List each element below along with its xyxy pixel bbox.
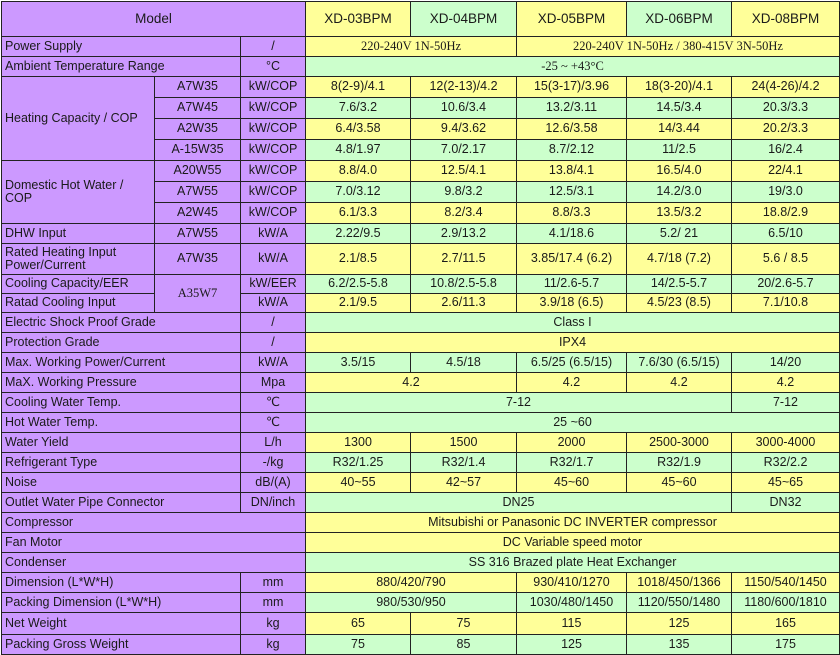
- value-cell: 9.8/3.2: [411, 182, 517, 203]
- value-cell: R32/1.25: [306, 453, 411, 473]
- row-label: Fan Motor: [2, 533, 306, 553]
- value-cell: 7-12: [306, 393, 732, 413]
- value-cell: 12.6/3.58: [517, 119, 627, 140]
- value-cell: 1500: [411, 433, 517, 453]
- value-cell: 14.5/3.4: [627, 98, 732, 119]
- unit-cell: kW/COP: [241, 140, 306, 161]
- value-cell: 15(3-17)/3.96: [517, 77, 627, 98]
- value-cell: 6.2/2.5-5.8: [306, 275, 411, 294]
- value-cell: Class I: [306, 313, 840, 333]
- max-power-row: [2, 353, 840, 373]
- value-cell: 8.7/2.12: [517, 140, 627, 161]
- value-cell: Mitsubishi or Panasonic DC INVERTER compressor: [306, 513, 840, 533]
- gross-weight-row: [2, 635, 840, 655]
- row-label: Electric Shock Proof Grade: [2, 313, 241, 333]
- model-name: XD-03BPM: [306, 2, 411, 37]
- value-cell: R32/1.7: [517, 453, 627, 473]
- model-name: XD-08BPM: [732, 2, 840, 37]
- value-cell: DN25: [306, 493, 732, 513]
- water-yield-row: [2, 433, 840, 453]
- value-cell: 4.2: [517, 373, 627, 393]
- max-pressure-row: [2, 373, 840, 393]
- condition-cell: A35W7: [155, 275, 241, 313]
- value-cell: 2.1/9.5: [306, 294, 411, 313]
- unit-cell: -/kg: [241, 453, 306, 473]
- value-cell: 12.5/3.1: [517, 182, 627, 203]
- value-cell: 1180/600/1810: [732, 593, 840, 613]
- value-cell: 2500-3000: [627, 433, 732, 453]
- net-weight-row: [2, 613, 840, 635]
- row-label: Packing Dimension (L*W*H): [2, 593, 241, 613]
- value-cell: 7.0/3.12: [306, 182, 411, 203]
- unit-cell: /: [241, 37, 306, 57]
- value-cell: 18(3-20)/4.1: [627, 77, 732, 98]
- row-label: Ratad Cooling Input: [2, 294, 155, 313]
- value-cell: 980/530/950: [306, 593, 517, 613]
- value-cell: 45~65: [732, 473, 840, 493]
- value-cell: 18.8/2.9: [732, 203, 840, 224]
- unit-cell: /: [241, 313, 306, 333]
- value-cell: R32/1.4: [411, 453, 517, 473]
- value-cell: 75: [411, 613, 517, 635]
- value-cell: 13.8/4.1: [517, 161, 627, 182]
- row-label: Noise: [2, 473, 241, 493]
- value-cell: 40~55: [306, 473, 411, 493]
- value-cell: 22/4.1: [732, 161, 840, 182]
- row-label: Heating Capacity / COP: [2, 77, 155, 161]
- value-cell: R32/1.9: [627, 453, 732, 473]
- row-label: Dimension (L*W*H): [2, 573, 241, 593]
- row-label: Refrigerant Type: [2, 453, 241, 473]
- value-cell: 65: [306, 613, 411, 635]
- unit-cell: kW/COP: [241, 203, 306, 224]
- unit-cell: kg: [241, 635, 306, 655]
- row-label: Max. Working Power/Current: [2, 353, 241, 373]
- unit-cell: kW/A: [241, 353, 306, 373]
- row-label: DHW Input: [2, 224, 155, 244]
- value-cell: 220-240V 1N-50Hz / 380-415V 3N-50Hz: [517, 37, 840, 57]
- value-cell: 42~57: [411, 473, 517, 493]
- value-cell: 1030/480/1450: [517, 593, 627, 613]
- value-cell: 6.5/25 (6.5/15): [517, 353, 627, 373]
- value-cell: 14.2/3.0: [627, 182, 732, 203]
- unit-cell: kW/COP: [241, 77, 306, 98]
- value-cell: 880/420/790: [306, 573, 517, 593]
- condition-cell: A7W55: [155, 182, 241, 203]
- value-cell: 20.3/3.3: [732, 98, 840, 119]
- row-label: Packing Gross Weight: [2, 635, 241, 655]
- unit-cell: ℃: [241, 393, 306, 413]
- unit-cell: kW/COP: [241, 119, 306, 140]
- row-label: Compressor: [2, 513, 306, 533]
- value-cell: 7-12: [732, 393, 840, 413]
- unit-cell: kW/A: [241, 224, 306, 244]
- value-cell: 85: [411, 635, 517, 655]
- value-cell: 19/3.0: [732, 182, 840, 203]
- unit-cell: ℃: [241, 413, 306, 433]
- value-cell: 5.6 / 8.5: [732, 244, 840, 275]
- value-cell: 4.8/1.97: [306, 140, 411, 161]
- row-label: Outlet Water Pipe Connector: [2, 493, 241, 513]
- condition-cell: A-15W35: [155, 140, 241, 161]
- value-cell: 11/2.6-5.7: [517, 275, 627, 294]
- refrigerant-row: [2, 453, 840, 473]
- unit-cell: kW/EER: [241, 275, 306, 294]
- value-cell: 2.1/8.5: [306, 244, 411, 275]
- model-name: XD-06BPM: [627, 2, 732, 37]
- protection-row: [2, 333, 840, 353]
- unit-cell: dB/(A): [241, 473, 306, 493]
- cooling-capacity-row: [2, 275, 840, 294]
- value-cell: 115: [517, 613, 627, 635]
- value-cell: 20/2.6-5.7: [732, 275, 840, 294]
- value-cell: 125: [627, 613, 732, 635]
- unit-cell: kW/COP: [241, 98, 306, 119]
- row-label: Net Weight: [2, 613, 241, 635]
- value-cell: DC Variable speed motor: [306, 533, 840, 553]
- value-cell: 14/3.44: [627, 119, 732, 140]
- row-label: Rated Heating Input Power/Current: [2, 244, 155, 275]
- value-cell: 8.8/3.3: [517, 203, 627, 224]
- noise-row: [2, 473, 840, 493]
- condition-cell: A2W45: [155, 203, 241, 224]
- value-cell: 45~60: [517, 473, 627, 493]
- row-label: Cooling Capacity/EER: [2, 275, 155, 294]
- value-cell: IPX4: [306, 333, 840, 353]
- unit-cell: kW/A: [241, 244, 306, 275]
- value-cell: 125: [517, 635, 627, 655]
- value-cell: 220-240V 1N-50Hz: [306, 37, 517, 57]
- value-cell: 6.5/10: [732, 224, 840, 244]
- value-cell: 45~60: [627, 473, 732, 493]
- unit-cell: kW/A: [241, 294, 306, 313]
- value-cell: 7.6/3.2: [306, 98, 411, 119]
- compressor-row: [2, 513, 840, 533]
- unit-cell: DN/inch: [241, 493, 306, 513]
- value-cell: 13.5/3.2: [627, 203, 732, 224]
- value-cell: 8(2-9)/4.1: [306, 77, 411, 98]
- value-cell: SS 316 Brazed plate Heat Exchanger: [306, 553, 840, 573]
- dhw-input-row: [2, 224, 840, 244]
- header-row: [2, 2, 840, 37]
- value-cell: 3.5/15: [306, 353, 411, 373]
- value-cell: 3.85/17.4 (6.2): [517, 244, 627, 275]
- condition-cell: A7W35: [155, 77, 241, 98]
- fan-motor-row: [2, 533, 840, 553]
- row-label: MaX. Working Pressure: [2, 373, 241, 393]
- value-cell: 165: [732, 613, 840, 635]
- value-cell: 7.6/30 (6.5/15): [627, 353, 732, 373]
- value-cell: 1300: [306, 433, 411, 453]
- value-cell: R32/2.2: [732, 453, 840, 473]
- outlet-row: [2, 493, 840, 513]
- power-supply-row: [2, 37, 840, 57]
- value-cell: 2.6/11.3: [411, 294, 517, 313]
- dhw-row: [2, 161, 840, 182]
- unit-cell: L/h: [241, 433, 306, 453]
- value-cell: 2.22/9.5: [306, 224, 411, 244]
- value-cell: 9.4/3.62: [411, 119, 517, 140]
- value-cell: 175: [732, 635, 840, 655]
- unit-cell: kW/COP: [241, 161, 306, 182]
- value-cell: 13.2/3.11: [517, 98, 627, 119]
- condenser-row: [2, 553, 840, 573]
- row-label: Power Supply: [2, 37, 241, 57]
- row-label: Water Yield: [2, 433, 241, 453]
- unit-cell: Mpa: [241, 373, 306, 393]
- value-cell: 3.9/18 (6.5): [517, 294, 627, 313]
- row-label: Hot Water Temp.: [2, 413, 241, 433]
- model-name: XD-05BPM: [517, 2, 627, 37]
- unit-cell: kW/COP: [241, 182, 306, 203]
- value-cell: 4.7/18 (7.2): [627, 244, 732, 275]
- value-cell: 16/2.4: [732, 140, 840, 161]
- dimension-row: [2, 573, 840, 593]
- unit-cell: /: [241, 333, 306, 353]
- value-cell: 10.8/2.5-5.8: [411, 275, 517, 294]
- condition-cell: A7W35: [155, 244, 241, 275]
- value-cell: 11/2.5: [627, 140, 732, 161]
- value-cell: 2.7/11.5: [411, 244, 517, 275]
- value-cell: 4.2: [732, 373, 840, 393]
- heating-row: [2, 77, 840, 98]
- value-cell: 6.1/3.3: [306, 203, 411, 224]
- row-label: Cooling Water Temp.: [2, 393, 241, 413]
- value-cell: 14/20: [732, 353, 840, 373]
- value-cell: 7.0/2.17: [411, 140, 517, 161]
- row-label: Protection Grade: [2, 333, 241, 353]
- value-cell: 4.2: [627, 373, 732, 393]
- value-cell: 4.1/18.6: [517, 224, 627, 244]
- rated-heating-row: [2, 244, 840, 275]
- value-cell: -25 ~ +43°C: [306, 57, 840, 77]
- cooling-water-row: [2, 393, 840, 413]
- value-cell: 4.2: [306, 373, 517, 393]
- value-cell: 12.5/4.1: [411, 161, 517, 182]
- value-cell: 12(2-13)/4.2: [411, 77, 517, 98]
- value-cell: 4.5/23 (8.5): [627, 294, 732, 313]
- packing-dimension-row: [2, 593, 840, 613]
- spec-table: [1, 1, 840, 655]
- model-label: Model: [2, 2, 306, 37]
- value-cell: 75: [306, 635, 411, 655]
- value-cell: 135: [627, 635, 732, 655]
- value-cell: 14/2.5-5.7: [627, 275, 732, 294]
- value-cell: 8.8/4.0: [306, 161, 411, 182]
- row-label: Domestic Hot Water / COP: [2, 161, 155, 224]
- value-cell: 10.6/3.4: [411, 98, 517, 119]
- value-cell: 930/410/1270: [517, 573, 627, 593]
- unit-cell: mm: [241, 573, 306, 593]
- unit-cell: kg: [241, 613, 306, 635]
- value-cell: 25 ~60: [306, 413, 840, 433]
- row-label: Condenser: [2, 553, 306, 573]
- value-cell: 2.9/13.2: [411, 224, 517, 244]
- value-cell: 8.2/3.4: [411, 203, 517, 224]
- value-cell: 24(4-26)/4.2: [732, 77, 840, 98]
- hot-water-row: [2, 413, 840, 433]
- value-cell: 1120/550/1480: [627, 593, 732, 613]
- value-cell: 16.5/4.0: [627, 161, 732, 182]
- unit-cell: mm: [241, 593, 306, 613]
- value-cell: 20.2/3.3: [732, 119, 840, 140]
- value-cell: 6.4/3.58: [306, 119, 411, 140]
- value-cell: 7.1/10.8: [732, 294, 840, 313]
- value-cell: 3000-4000: [732, 433, 840, 453]
- ambient-row: [2, 57, 840, 77]
- cooling-input-row: [2, 294, 840, 313]
- value-cell: 1018/450/1366: [627, 573, 732, 593]
- value-cell: DN32: [732, 493, 840, 513]
- value-cell: 4.5/18: [411, 353, 517, 373]
- value-cell: 5.2/ 21: [627, 224, 732, 244]
- condition-cell: A20W55: [155, 161, 241, 182]
- value-cell: 1150/540/1450: [732, 573, 840, 593]
- unit-cell: °C: [241, 57, 306, 77]
- row-label: Ambient Temperature Range: [2, 57, 241, 77]
- condition-cell: A7W45: [155, 98, 241, 119]
- model-name: XD-04BPM: [411, 2, 517, 37]
- condition-cell: A2W35: [155, 119, 241, 140]
- value-cell: 2000: [517, 433, 627, 453]
- condition-cell: A7W55: [155, 224, 241, 244]
- shock-row: [2, 313, 840, 333]
